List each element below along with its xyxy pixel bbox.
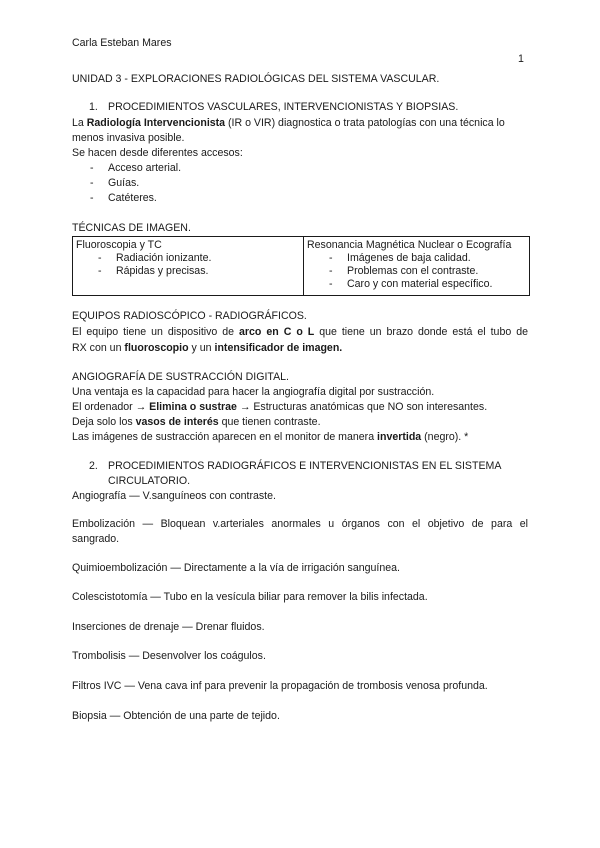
technique-item: - Caro y con material específico. — [329, 278, 493, 290]
procedure-cholecystotomy: Colescistotomía — Tubo en la vesícula biliar para remover la bilis infectada. — [72, 591, 428, 603]
section2-number: 2. — [89, 460, 98, 472]
equipment-line1: El equipo tiene un dispositivo de arco en C o L que tiene un brazo donde está el tubo de — [72, 326, 528, 338]
subtraction-line3: Deja solo los vasos de interés que tienen contraste. — [72, 416, 321, 428]
section1-intro: La Radiología Intervencionista (IR o VIR) diagnostica o trata patologías con una técnica lo — [72, 117, 505, 129]
subtraction-line1: Una ventaja es la capacidad para hacer la angiografía digital por sustracción. — [72, 386, 435, 398]
technique-cell-fluoroscopy — [73, 237, 304, 296]
procedure-chemoembolization: Quimioembolización — Directamente a la vía de irrigación sanguínea. — [72, 562, 400, 574]
page-number: 1 — [518, 53, 524, 65]
technique-item: - Rápidas y precisas. — [98, 265, 209, 277]
access-item: Guías. — [108, 177, 140, 189]
section2-title-line2: CIRCULATORIO. — [108, 475, 191, 487]
access-intro: Se hacen desde diferentes accesos: — [72, 147, 243, 159]
subtraction-heading: ANGIOGRAFÍA DE SUSTRACCIÓN DIGITAL. — [72, 371, 290, 383]
technique-title: Resonancia Magnética Nuclear o Ecografía — [307, 239, 512, 251]
techniques-table — [72, 236, 530, 296]
technique-item: - Radiación ionizante. — [98, 252, 212, 264]
author-name: Carla Esteban Mares — [72, 37, 172, 49]
dash-bullet: - — [90, 192, 94, 204]
equipment-line2: RX con un fluoroscopio y un intensificador de imagen. — [72, 342, 343, 354]
dash-bullet: - — [90, 177, 94, 189]
procedure-ivc-filters: Filtros IVC — Vena cava inf para prevenir la propagación de trombosis venosa profunda. — [72, 680, 488, 692]
unit-title: UNIDAD 3 - EXPLORACIONES RADIOLÓGICAS DEL SISTEMA VASCULAR. — [72, 73, 440, 85]
technique-item: - Imágenes de baja calidad. — [329, 252, 471, 264]
procedure-biopsy: Biopsia — Obtención de una parte de tejido. — [72, 710, 280, 722]
procedure-thrombolysis: Trombolisis — Desenvolver los coágulos. — [72, 650, 266, 662]
techniques-heading: TÉCNICAS DE IMAGEN. — [72, 222, 191, 234]
ir-term: Radiología Intervencionista — [86, 117, 226, 129]
technique-cell-mri — [304, 237, 530, 296]
technique-title: Fluoroscopia y TC — [76, 239, 162, 251]
subtraction-line4: Las imágenes de sustracción aparecen en el monitor de manera invertida (negro). * — [72, 431, 469, 443]
procedure-drainage: Inserciones de drenaje — Drenar fluidos. — [72, 621, 265, 633]
procedure-embolization: Embolización — Bloquean v.arteriales anormales u órganos con el objetivo de para el — [72, 518, 528, 530]
section2-title: PROCEDIMIENTOS RADIOGRÁFICOS E INTERVENCIONISTAS EN EL SISTEMA — [108, 460, 502, 472]
access-item: Acceso arterial. — [108, 162, 182, 174]
dash-bullet: - — [90, 162, 94, 174]
section1-title: PROCEDIMIENTOS VASCULARES, INTERVENCIONISTAS Y BIOPSIAS. — [108, 101, 459, 113]
section1-intro-line2: menos invasiva posible. — [72, 132, 185, 144]
procedure-angiography: Angiografía — V.sanguíneos con contraste. — [72, 490, 276, 502]
section1-number: 1. — [89, 101, 98, 113]
subtraction-line2: El ordenador → Elimina o sustrae → Estructuras anatómicas que NO son interesantes. — [72, 401, 488, 413]
technique-item: - Problemas con el contraste. — [329, 265, 479, 277]
procedure-embolization-line2: sangrado. — [72, 533, 120, 545]
equipment-heading: EQUIPOS RADIOSCÓPICO - RADIOGRÁFICOS. — [72, 310, 307, 322]
access-item: Catéteres. — [108, 192, 157, 204]
